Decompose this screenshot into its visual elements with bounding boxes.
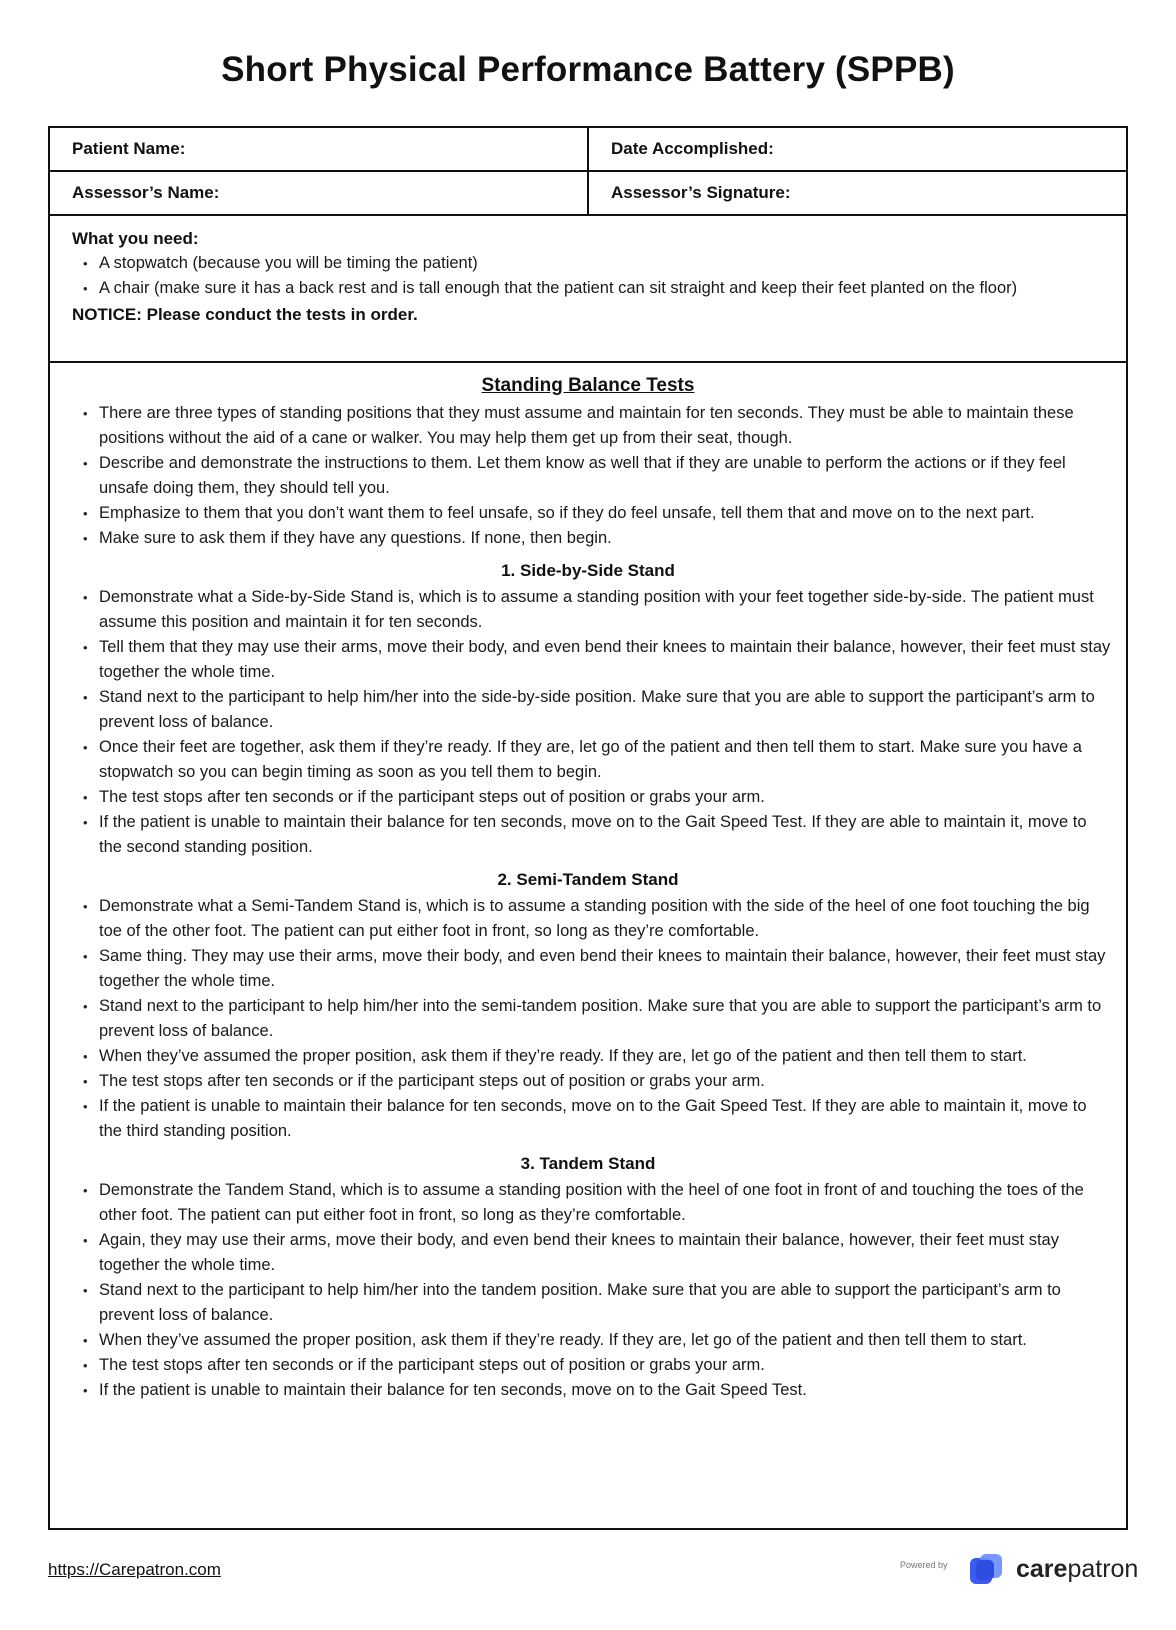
list-item: • Tell them that they may use their arms, move their body, and even bend their knees to maintain their balance, however, their feet must stay together the whole time. bbox=[50, 635, 1126, 685]
list-item: • The test stops after ten seconds or if the participant steps out of position or grabs your arm. bbox=[50, 785, 1126, 810]
list-item: • Stand next to the participant to help him/her into the tandem position. Make sure that you are able to support the participant’s arm to prevent loss of balance. bbox=[50, 1278, 1126, 1328]
patient-name-field[interactable]: Patient Name: bbox=[72, 139, 186, 158]
list-item: • If the patient is unable to maintain their balance for ten seconds, move on to the Gait Speed Test. If they are able to maintain it, move to the third standing position. bbox=[50, 1094, 1126, 1144]
sppb-form bbox=[48, 126, 1128, 1530]
list-item: • Once their feet are together, ask them if they’re ready. If they are, let go of the patient and then tell them to start. Make sure you have a stopwatch so you can begin timing as soon as you tell them to begin. bbox=[50, 735, 1126, 785]
section-title: Standing Balance Tests bbox=[481, 375, 695, 396]
date-accomplished-field[interactable]: Date Accomplished: bbox=[587, 128, 1126, 170]
list-item: • Same thing. They may use their arms, move their body, and even bend their knees to maintain their balance, however, their feet must stay together the whole time. bbox=[50, 944, 1126, 994]
list-item: • Emphasize to them that you don’t want them to feel unsafe, so if they do feel unsafe, tell them that and move on to the next part. bbox=[50, 501, 1126, 526]
list-item: • Stand next to the participant to help him/her into the side-by-side position. Make sure that you are able to support the participant’s arm to prevent loss of balance. bbox=[50, 685, 1126, 735]
assessor-signature-field[interactable]: Assessor’s Signature: bbox=[587, 172, 1126, 214]
carepatron-brand[interactable] bbox=[900, 1550, 1139, 1590]
notice-text: NOTICE: Please conduct the tests in order. bbox=[72, 305, 418, 324]
list-item: • Demonstrate what a Semi-Tandem Stand is, which is to assume a standing position with the side of the heel of one foot touching the big toe of the other foot. The patient can put either foot in front, so long as they’re comfortable. bbox=[50, 894, 1126, 944]
list-item: • Demonstrate what a Side-by-Side Stand is, which is to assume a standing position with your feet together side-by-side. The patient must assume this position and maintain it for ten seconds. bbox=[50, 585, 1126, 635]
list-item: • When they’ve assumed the proper position, ask them if they’re ready. If they are, let go of the patient and then tell them to start. bbox=[50, 1328, 1126, 1353]
list-item: • There are three types of standing positions that they must assume and maintain for ten seconds. They must be able to maintain these positions without the aid of a cane or walker. You may help them get up from their seat, though. bbox=[50, 401, 1126, 451]
form-row-assessor bbox=[50, 172, 1126, 216]
powered-by-text: Powered by bbox=[900, 1560, 948, 1570]
list-item: • Again, they may use their arms, move their body, and even bend their knees to maintain their balance, however, their feet must stay together the whole time. bbox=[50, 1228, 1126, 1278]
test-title-side-by-side: 1. Side-by-Side Stand bbox=[501, 561, 675, 580]
list-item: • Demonstrate the Tandem Stand, which is to assume a standing position with the heel of one foot in front of and touching the toes of the other foot. The patient can put either foot in front, so long as they’re comfortable. bbox=[50, 1178, 1126, 1228]
test-title-tandem: 3. Tandem Stand bbox=[520, 1154, 656, 1173]
list-item: • When they’ve assumed the proper position, ask them if they’re ready. If they are, let go of the patient and then tell them to start. bbox=[50, 1044, 1126, 1069]
requirements-list bbox=[72, 251, 1104, 301]
list-item: • Describe and demonstrate the instructions to them. Let them know as well that if they are unable to perform the actions or if they feel unsafe doing them, they should tell you. bbox=[50, 451, 1126, 501]
list-item: • Make sure to ask them if they have any questions. If none, then begin. bbox=[50, 526, 1126, 551]
form-row-patient bbox=[50, 128, 1126, 172]
list-item: • The test stops after ten seconds or if the participant steps out of position or grabs your arm. bbox=[50, 1069, 1126, 1094]
requirements-block bbox=[50, 216, 1126, 363]
list-item: • If the patient is unable to maintain their balance for ten seconds, move on to the Gait Speed Test. If they are able to maintain it, move to the second standing position. bbox=[50, 810, 1126, 860]
carepatron-logo-icon bbox=[966, 1552, 1016, 1586]
standing-balance-section bbox=[50, 363, 1126, 1403]
semi-tandem-list bbox=[50, 894, 1126, 1144]
assessor-name-field[interactable]: Assessor’s Name: bbox=[72, 183, 220, 202]
page-title: Short Physical Performance Battery (SPPB) bbox=[221, 50, 955, 89]
list-item: • The test stops after ten seconds or if the participant steps out of position or grabs your arm. bbox=[50, 1353, 1126, 1378]
intro-list bbox=[50, 401, 1126, 551]
list-item: • Stand next to the participant to help him/her into the semi-tandem position. Make sure that you are able to support the participant’s arm to prevent loss of balance. bbox=[50, 994, 1126, 1044]
list-item: • If the patient is unable to maintain their balance for ten seconds, move on to the Gait Speed Test. bbox=[50, 1378, 1126, 1403]
carepatron-link[interactable]: https://Carepatron.com bbox=[48, 1560, 221, 1579]
requirements-label: What you need: bbox=[72, 229, 199, 248]
test-title-semi-tandem: 2. Semi-Tandem Stand bbox=[497, 870, 679, 889]
list-item: • A stopwatch (because you will be timing the patient) bbox=[72, 251, 1104, 276]
tandem-list bbox=[50, 1178, 1126, 1403]
brand-name: carepatron bbox=[1016, 1555, 1139, 1583]
list-item: • A chair (make sure it has a back rest and is tall enough that the patient can sit straight and keep their feet planted on the floor) bbox=[72, 276, 1104, 301]
side-by-side-list bbox=[50, 585, 1126, 860]
